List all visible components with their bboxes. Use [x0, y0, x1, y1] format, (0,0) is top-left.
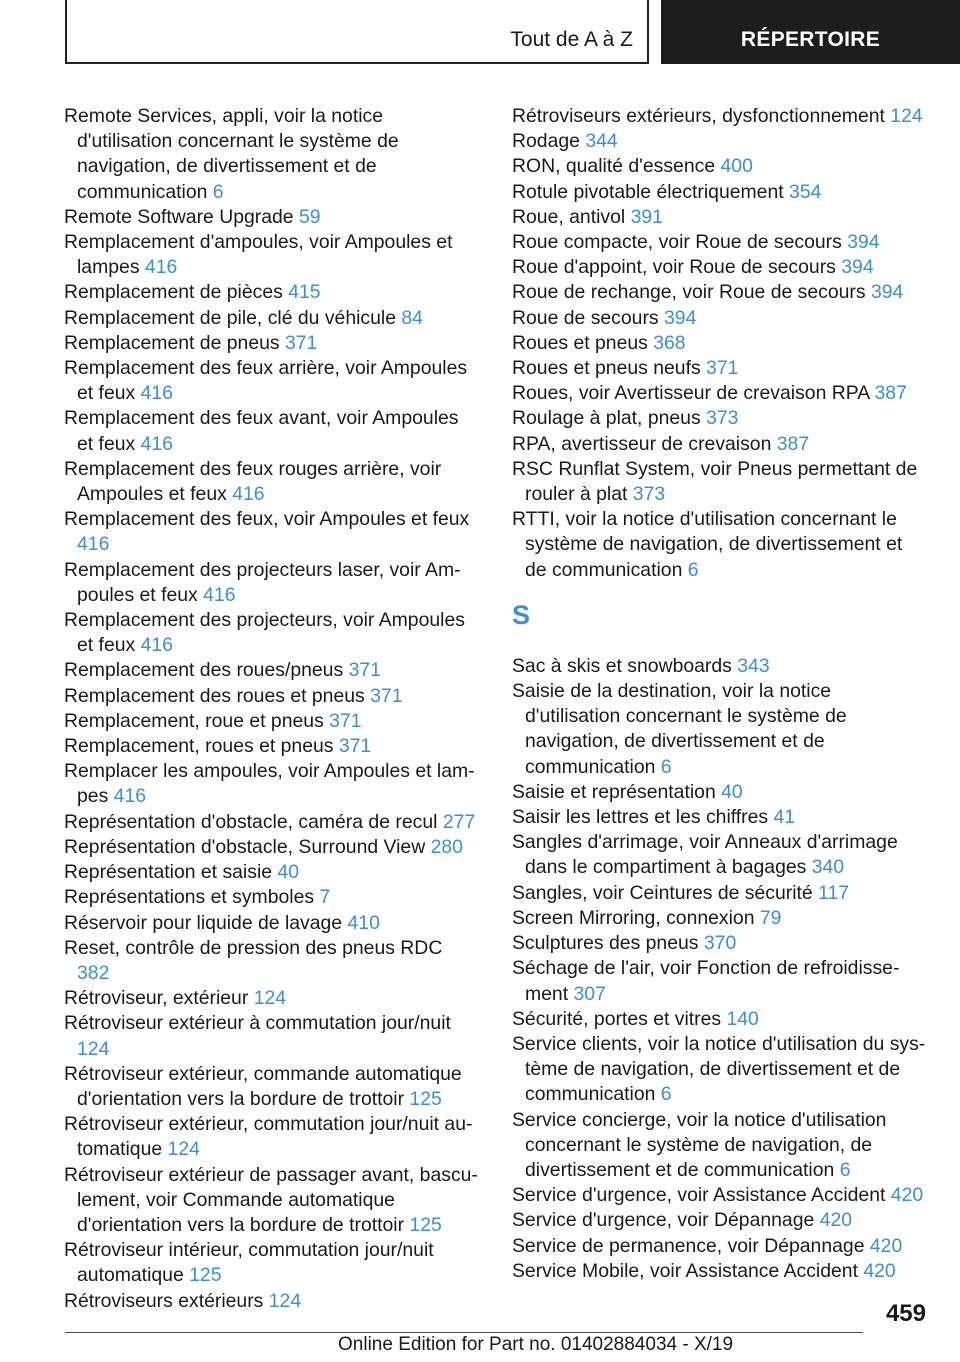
index-entry-page-link[interactable]: 370	[703, 932, 737, 955]
index-entry	[512, 406, 928, 431]
index-entry	[512, 507, 928, 583]
index-entry-term: Remplacement, roue et pneus	[64, 709, 324, 732]
index-entry-term: Rétroviseur extérieur de passager avant, basculement, voir Commande automatique d'orientation vers la bordure de trottoir	[64, 1163, 478, 1236]
index-entry	[512, 1259, 928, 1284]
index-entry-term: Roue compacte, voir Roue de secours	[512, 231, 842, 254]
index-entry-page-link[interactable]: 420	[890, 1184, 924, 1207]
index-entry-term: Saisir les lettres et les chiffres	[512, 806, 769, 829]
index-entry	[64, 406, 480, 456]
index-entry-term: Remplacement de pneus	[64, 331, 280, 354]
index-entry-page-link[interactable]: 40	[721, 780, 743, 803]
index-entry	[512, 180, 928, 205]
index-column-right	[512, 104, 928, 1284]
index-column-left	[64, 104, 480, 1314]
index-entry	[512, 356, 928, 381]
index-entry-term: Remplacer les ampoules, voir Ampoules et lampes	[64, 760, 475, 808]
index-entry	[64, 1289, 480, 1314]
index-entry-term: Roue de secours	[512, 306, 659, 329]
index-entry-term: Sécurité, portes et vitres	[512, 1007, 722, 1030]
index-entry-page-link[interactable]: 7	[319, 886, 331, 909]
index-entry-page-link[interactable]: 416	[77, 533, 110, 556]
header-chapter-title: RÉPERTOIRE	[740, 28, 881, 51]
index-entry-term: Remplacement de pièces	[64, 281, 283, 304]
index-entry-term: Rétroviseur extérieur à commutation jour/nuit	[64, 1012, 451, 1035]
index-group-r	[512, 104, 928, 583]
index-entry-page-link[interactable]: 416	[140, 382, 173, 405]
index-entry-page-link[interactable]: 40	[277, 861, 300, 884]
index-entry	[512, 432, 928, 457]
index-entry	[512, 129, 928, 154]
index-entry-page-link[interactable]: 343	[737, 654, 770, 677]
index-entry	[64, 734, 480, 759]
index-entry-term: Roue d'appoint, voir Roue de secours	[512, 256, 836, 279]
index-entry	[64, 810, 480, 835]
index-entry-term: Représentation d'obstacle, Surround View	[64, 835, 426, 858]
index-entry-term: Remplacement des feux, voir Ampoules et feux	[64, 508, 470, 531]
index-entry-page-link[interactable]: 140	[726, 1007, 759, 1030]
index-entry-term: Rétroviseur extérieur, commande automatique d'orientation vers la bordure de trottoir	[64, 1062, 462, 1110]
index-entry-term: Service de permanence, voir Dépannage	[512, 1234, 865, 1257]
index-entry-term: Sangles d'arrimage, voir Anneaux d'arrimage dans le compartiment à bagages	[512, 831, 898, 879]
index-entry	[512, 1032, 928, 1108]
index-entry	[64, 104, 480, 205]
index-entry	[64, 205, 480, 230]
index-entry-page-link[interactable]: 382	[77, 961, 110, 984]
index-entry-page-link[interactable]: 277	[442, 810, 476, 833]
index-entry	[512, 1234, 928, 1259]
index-entry-term: RON, qualité d'essence	[512, 155, 716, 178]
index-entry-term: Roue de rechange, voir Roue de secours	[512, 281, 866, 304]
index-entry-page-link[interactable]: 124	[253, 987, 287, 1010]
index-entry-term: Service clients, voir la notice d'utilisation du système de navigation, de divertissement et de communication	[512, 1032, 926, 1106]
index-entry-term: Service d'urgence, voir Dépannage	[512, 1209, 815, 1232]
index-entry	[512, 104, 928, 129]
index-entry-page-link[interactable]: 416	[140, 432, 173, 455]
index-entry-term: Remplacement des feux avant, voir Ampoules et feux	[64, 407, 459, 455]
index-entry-page-link[interactable]: 371	[706, 357, 739, 380]
index-entry-page-link[interactable]: 394	[870, 281, 904, 304]
index-entry-page-link[interactable]: 387	[874, 382, 907, 405]
index-entry-page-link[interactable]: 420	[819, 1209, 853, 1232]
index-entry-term: Rodage	[512, 130, 580, 153]
index-entry-page-link[interactable]: 59	[298, 205, 321, 228]
index-entry	[512, 381, 928, 406]
index-entry-term: Sac à skis et snowboards	[512, 654, 732, 677]
index-entry	[512, 805, 928, 830]
index-entry	[512, 1183, 928, 1208]
index-entry-page-link[interactable]: 124	[268, 1289, 302, 1312]
index-entry-page-link[interactable]: 394	[841, 256, 874, 279]
header-chapter-box	[661, 0, 960, 64]
index-entry-term: Rétroviseur, extérieur	[64, 987, 249, 1010]
index-entry-page-link[interactable]: 394	[847, 231, 880, 254]
index-entry-page-link[interactable]: 124	[167, 1138, 200, 1161]
index-entry-term: Sculptures des pneus	[512, 932, 699, 955]
index-entry	[64, 1163, 480, 1239]
index-entry-page-link[interactable]: 400	[720, 155, 753, 178]
index-entry-page-link[interactable]: 416	[203, 583, 236, 606]
index-entry	[512, 331, 928, 356]
index-entry-page-link[interactable]: 117	[818, 881, 850, 904]
index-entry	[64, 331, 480, 356]
page-number: 459	[885, 1300, 926, 1327]
page-header	[0, 0, 960, 66]
index-entry	[64, 230, 480, 280]
index-entry-term: Remote Services, appli, voir la notice d'utilisation concernant le système de navigation, de divertissement et de communication	[64, 105, 399, 203]
index-entry-term: Rétroviseurs extérieurs	[64, 1289, 264, 1312]
header-section-box	[65, 0, 649, 64]
index-entry-term: Sangles, voir Ceintures de sécurité	[512, 881, 813, 904]
header-section-title: Tout de A à Z	[510, 28, 633, 51]
index-entry-term: Saisie de la destination, voir la notice d'utilisation concernant le système de navigation, de divertissement et de communication	[512, 680, 847, 778]
index-entry-page-link[interactable]: 125	[409, 1213, 442, 1236]
index-entry-term: Screen Mirroring, connexion	[512, 906, 755, 929]
index-entry	[64, 356, 480, 406]
index-entry-term: RPA, avertisseur de crevaison	[512, 432, 772, 455]
index-entry-term: Remplacement de pile, clé du véhicule	[64, 306, 396, 329]
index-entry-page-link[interactable]: 307	[573, 982, 606, 1005]
index-entry-term: Séchage de l'air, voir Fonction de refroidissement	[512, 957, 900, 1005]
index-entry-term: Roues, voir Avertisseur de crevaison RPA	[512, 382, 870, 405]
index-entry-page-link[interactable]: 344	[585, 130, 618, 153]
index-entry	[512, 1108, 928, 1184]
index-entry-page-link[interactable]: 125	[189, 1264, 222, 1287]
index-entry-term: Service concierge, voir la notice d'utilisation concernant le système de navigation, de divertissement et de communication	[512, 1108, 887, 1181]
index-entry-term: Rétroviseurs extérieurs, dysfonctionnement	[512, 105, 885, 127]
index-entry-term: RSC Runflat System, voir Pneus permettant de rouler à plat	[512, 457, 918, 506]
index-entry	[64, 860, 480, 885]
index-entry	[512, 255, 928, 280]
index-entry-page-link[interactable]: 416	[140, 634, 173, 657]
index-entry-page-link[interactable]: 416	[232, 483, 265, 506]
index-entry-term: Reset, contrôle de pression des pneus RDC	[64, 936, 443, 959]
index-entry-term: Remplacement des feux rouges arrière, voir Ampoules et feux	[64, 457, 442, 506]
index-entry-term: Roue, antivol	[512, 205, 626, 228]
index-entry	[64, 911, 480, 936]
index-entry	[64, 759, 480, 809]
index-entry	[64, 306, 480, 331]
index-entry	[512, 205, 928, 230]
index-entry-term: Remplacement d'ampoules, voir Ampoules et lampes	[64, 231, 453, 279]
index-entry-page-link[interactable]: 420	[863, 1259, 896, 1282]
index-entry-term: Réservoir pour liquide de lavage	[64, 911, 343, 934]
index-entry	[512, 881, 928, 906]
index-entry	[512, 654, 928, 679]
index-entry-page-link[interactable]: 371	[348, 659, 381, 682]
index-entry-page-link[interactable]: 340	[811, 856, 845, 879]
index-entry-page-link[interactable]: 391	[630, 205, 663, 228]
index-entry	[64, 558, 480, 608]
index-entry-term: Représentations et symboles	[64, 886, 315, 909]
index-entry-page-link[interactable]: 415	[288, 281, 321, 304]
index-entry-page-link[interactable]: 6	[212, 180, 224, 203]
index-entry-page-link[interactable]: 371	[329, 709, 362, 732]
index-entry-page-link[interactable]: 125	[409, 1087, 442, 1110]
index-entry-page-link[interactable]: 354	[789, 180, 822, 203]
footer-divider	[65, 1332, 863, 1333]
index-entry-page-link[interactable]: 124	[890, 105, 923, 127]
index-entry	[512, 679, 928, 780]
index-entry-page-link[interactable]: 79	[759, 906, 782, 929]
index-entry-page-link[interactable]: 410	[347, 911, 380, 934]
index-entry	[64, 457, 480, 507]
index-entry-page-link[interactable]: 373	[706, 407, 739, 430]
index-entry-term: Rétroviseur intérieur, commutation jour/nuit automatique	[64, 1239, 434, 1287]
index-entry	[512, 154, 928, 179]
index-entry	[64, 1238, 480, 1288]
index-entry	[64, 1112, 480, 1162]
index-entry	[512, 457, 928, 507]
index-entry-term: Roulage à plat, pneus	[512, 407, 701, 430]
index-entry	[64, 507, 480, 557]
index-entry	[512, 956, 928, 1006]
index-entry-term: Service d'urgence, voir Assistance Accident	[512, 1184, 886, 1207]
index-entry-term: Représentation d'obstacle, caméra de recul	[64, 810, 438, 833]
index-entry-page-link[interactable]: 6	[687, 558, 699, 581]
index-entry-term: Remplacement des projecteurs laser, voir Ampoules et feux	[64, 558, 461, 606]
index-entry-term: Représentation et saisie	[64, 861, 273, 884]
index-entry-term: RTTI, voir la notice d'utilisation concernant le système de navigation, de divertissement et de communication	[512, 508, 903, 581]
index-entry-page-link[interactable]: 394	[664, 306, 697, 329]
index-entry	[512, 780, 928, 805]
index-entry	[64, 936, 480, 986]
index-entry-page-link[interactable]: 84	[401, 306, 423, 329]
index-entry-page-link[interactable]: 387	[776, 432, 810, 455]
index-entry-page-link[interactable]: 373	[632, 483, 666, 506]
index-entry-page-link[interactable]: 371	[370, 684, 403, 707]
index-entry	[512, 830, 928, 880]
index-entry	[64, 1011, 480, 1061]
index-entry	[64, 684, 480, 709]
index-entry-page-link[interactable]: 420	[869, 1234, 903, 1257]
index-entry	[512, 1208, 928, 1233]
index-entry	[64, 885, 480, 910]
index-entry	[512, 306, 928, 331]
index-entry-term: Remplacement des roues/pneus	[64, 659, 344, 682]
index-entry-page-link[interactable]: 368	[653, 331, 686, 354]
index-entry-term: Service Mobile, voir Assistance Accident	[512, 1259, 858, 1282]
index-entry-term: Remote Software Upgrade	[64, 205, 294, 228]
index-entry-page-link[interactable]: 6	[660, 1083, 672, 1106]
index-entry-page-link[interactable]: 416	[113, 785, 147, 808]
index-entry-term: Saisie et représentation	[512, 780, 716, 803]
index-entry-term: Rotule pivotable électriquement	[512, 180, 784, 203]
index-entry	[512, 280, 928, 305]
index-entry	[64, 608, 480, 658]
index-entry	[512, 906, 928, 931]
index-entry	[64, 1062, 480, 1112]
index-entry-page-link[interactable]: 6	[660, 755, 672, 778]
index-entry-term: Remplacement des roues et pneus	[64, 684, 365, 707]
index-entry-term: Roues et pneus neufs	[512, 357, 701, 380]
index-entry	[64, 709, 480, 734]
index-entry-term: Remplacement, roues et pneus	[64, 735, 334, 758]
index-entry	[512, 1007, 928, 1032]
index-entry	[64, 658, 480, 683]
index-entry-page-link[interactable]: 6	[839, 1158, 851, 1181]
index-entry	[512, 230, 928, 255]
index-entry-term: Roues et pneus	[512, 331, 648, 354]
index-entry	[64, 835, 480, 860]
index-entry-page-link[interactable]: 371	[284, 331, 318, 354]
index-entry-page-link[interactable]: 280	[430, 835, 463, 858]
index-entry-term: Remplacement des projecteurs, voir Ampoules et feux	[64, 609, 465, 657]
index-group-s	[512, 654, 928, 1284]
index-entry	[64, 280, 480, 305]
index-entry-term: Remplacement des feux arrière, voir Ampoules et feux	[64, 357, 468, 405]
index-entry	[512, 931, 928, 956]
footer-edition-text: Online Edition for Part no. 01402884034 - X/19	[338, 1334, 734, 1355]
index-entry-page-link[interactable]: 41	[773, 806, 796, 829]
index-entry	[64, 986, 480, 1011]
index-entry-term: Rétroviseur extérieur, commutation jour/nuit automatique	[64, 1113, 473, 1161]
index-entry-page-link[interactable]: 416	[144, 256, 178, 279]
index-entry-page-link[interactable]: 371	[338, 735, 372, 758]
section-letter-s: S	[512, 599, 531, 630]
index-entry-page-link[interactable]: 124	[77, 1037, 110, 1060]
